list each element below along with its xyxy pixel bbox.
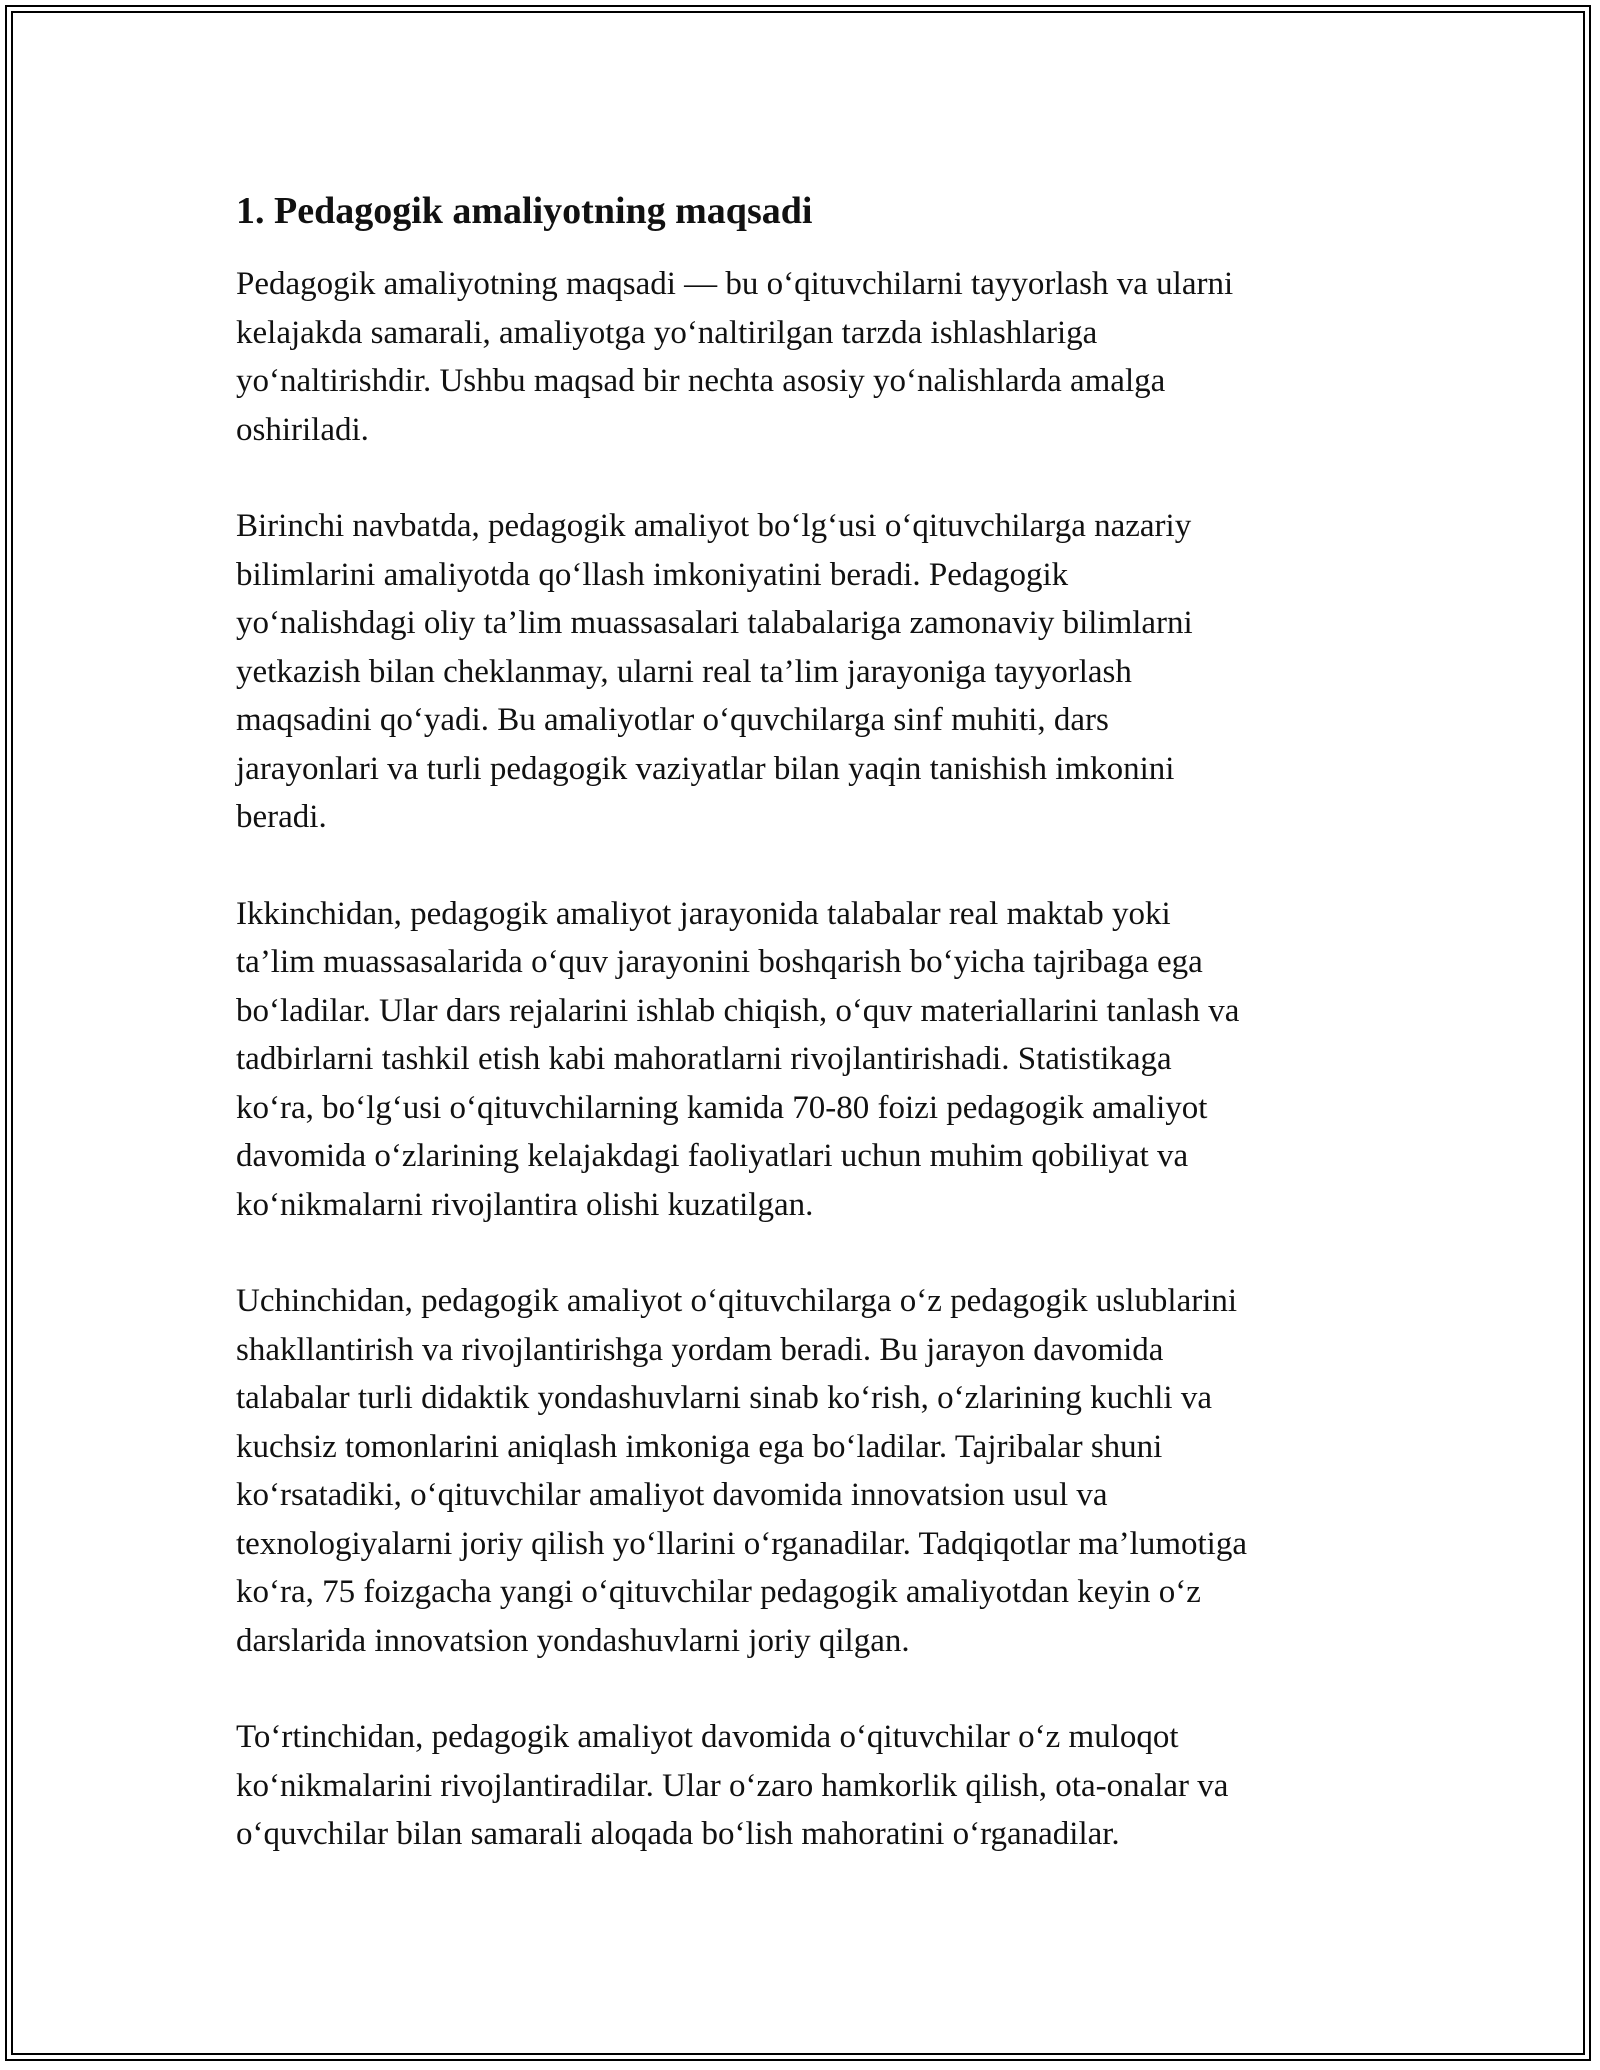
text-line: o‘quvchilar bilan samarali aloqada bo‘lish mahoratini o‘rganadilar. [236,1816,1120,1852]
text-line: ko‘rsatadiki, o‘qituvchilar amaliyot davomida innovatsion usul va [236,1477,1108,1513]
text-line: bo‘ladilar. Ular dars rejalarini ishlab chiqish, o‘quv materiallarini tanlash va [236,992,1240,1029]
paragraph-fourth [236,1713,1376,1859]
text-line: tadbirlarni tashkil etish kabi mahoratlarni rivojlantirishadi. Statistikaga [236,1041,1172,1077]
paragraph-intro [236,260,1376,454]
text-line: davomida o‘zlarining kelajakdagi faoliyatlari uchun muhim qobiliyat va [236,1138,1189,1174]
text-line: bilimlarini amaliyotda qo‘llash imkoniyatini beradi. Pedagogik [236,556,1069,593]
text-line: kuchsiz tomonlarini aniqlash imkoniga ega bo‘ladilar. Tajribalar shuni [236,1428,1163,1465]
text-line: texnologiyalarni joriy qilish yo‘llarini o‘rganadilar. Tadqiqotlar ma’lumotiga [236,1525,1247,1562]
text-line: ko‘ra, 75 foizgacha yangi o‘qituvchilar pedagogik amaliyotdan keyin o‘z [236,1574,1201,1610]
text-line: darslarida innovatsion yondashuvlarni joriy qilgan. [236,1622,910,1659]
section-heading: 1. Pedagogik amaliyotning maqsadi [236,190,813,232]
text-line: ko‘nikmalarni rivojlantira olishi kuzatilgan. [236,1186,814,1223]
text-line: Uchinchidan, pedagogik amaliyot o‘qituvchilarga o‘z pedagogik uslublarini [236,1283,1238,1319]
document-body [236,186,1376,1907]
paragraph-second [236,890,1376,1230]
text-line: yo‘nalishdagi oliy ta’lim muassasalari talabalariga zamonaviy bilimlarni [236,605,1193,641]
text-line: kelajakda samarali, amaliyotga yo‘naltirilgan tarzda ishlashlariga [236,314,1098,351]
text-line: yo‘naltirishdir. Ushbu maqsad bir nechta asosiy yo‘nalishlarda amalga [236,363,1166,399]
text-line: ta’lim muassasalarida o‘quv jarayonini boshqarish bo‘yicha tajribaga ega [236,944,1203,980]
text-line: Pedagogik amaliyotning maqsadi — bu o‘qituvchilarni tayyorlash va ularni [236,266,1234,302]
text-line: ko‘nikmalarini rivojlantiradilar. Ular o‘zaro hamkorlik qilish, ota-onalar va [236,1767,1229,1804]
text-line: oshiriladi. [236,411,369,448]
text-line: Birinchi navbatda, pedagogik amaliyot bo‘lg‘usi o‘qituvchilarga nazariy [236,508,1192,544]
paragraph-third [236,1277,1376,1665]
text-line: beradi. [236,799,327,835]
text-line: ko‘ra, bo‘lg‘usi o‘qituvchilarning kamida 70-80 foizi pedagogik amaliyot [236,1089,1208,1126]
text-line: talabalar turli didaktik yondashuvlarni sinab ko‘rish, o‘zlarining kuchli va [236,1380,1212,1416]
text-line: maqsadini qo‘yadi. Bu amaliyotlar o‘quvchilarga sinf muhiti, dars [236,702,1109,738]
text-line: yetkazish bilan cheklanmay, ularni real ta’lim jarayoniga tayyorlash [236,653,1132,690]
paragraph-first [236,502,1376,842]
text-line: shakllantirish va rivojlantirishga yordam beradi. Bu jarayon davomida [236,1331,1164,1368]
text-line: Ikkinchidan, pedagogik amaliyot jarayonida talabalar real maktab yoki [236,895,1171,932]
text-line: To‘rtinchidan, pedagogik amaliyot davomida o‘qituvchilar o‘z muloqot [236,1719,1179,1755]
text-line: jarayonlari va turli pedagogik vaziyatlar bilan yaqin tanishish imkonini [236,750,1175,787]
